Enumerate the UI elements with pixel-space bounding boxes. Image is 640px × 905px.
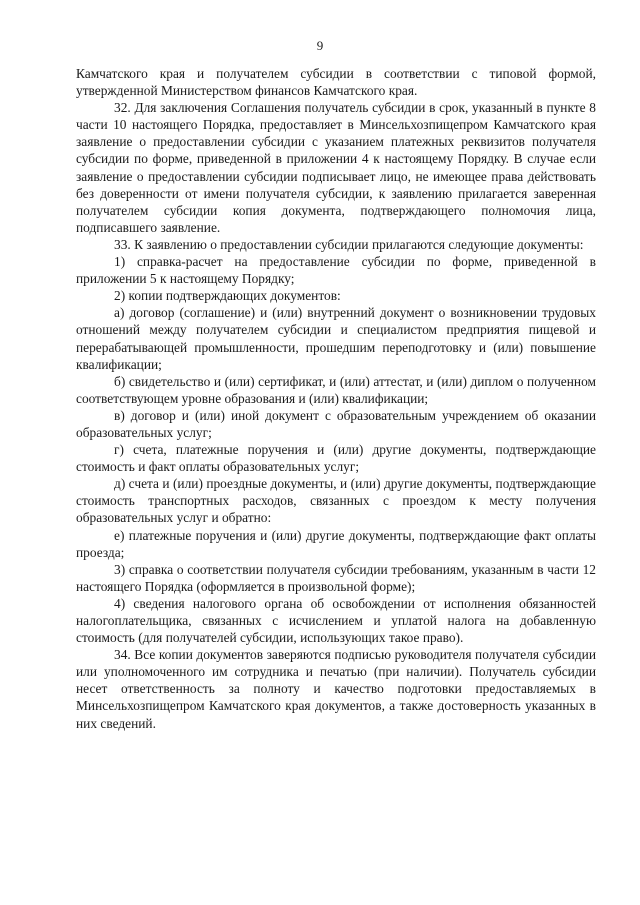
list-item-4: 4) сведения налогового органа об освобождении от исполнения обязанностей налогоплательщика, связанных с исчислением и уплатой налога на добавленную стоимость (для получателей субсидии, использующих такое право). [76, 595, 596, 646]
list-item-1: 1) справка-расчет на предоставление субсидии по форме, приведенной в приложении 5 к настоящему Порядку; [76, 254, 596, 287]
paragraph-32: 32. Для заключения Соглашения получатель субсидии в срок, указанный в пункте 8 части 10 настоящего Порядка, предоставляет в Минсельхозпищепром Камчатского края заявление о предоставлении субсидии с указанием платежных реквизитов получателя субсидии по форме, приведенной в приложении 4 к настоящему Порядку. В случае если заявление о предоставлении субсидии подписывает лицо, не имеющее права действовать без доверенности от имени получателя субсидии, к заявлению прилагается заверенная получателем субсидии копия документа, подтверждающего полномочия лица, подписавшего заявление. [76, 100, 596, 235]
list-subitem-b: б) свидетельство и (или) сертификат, и (или) аттестат, и (или) диплом о полученном соответствующем уровне образования и (или) квалификации; [76, 373, 596, 406]
paragraph-34: 34. Все копии документов заверяются подписью руководителя получателя субсидии или уполномоченного им сотрудника и печатью (при наличии). Получатель субсидии несет ответственность за полноту и качество подготовки предоставляемых в Минсельхозпищепром Камчатского края документов, а также достоверность указанных в них сведений. [76, 647, 596, 731]
paragraph-33: 33. К заявлению о предоставлении субсидии прилагаются следующие документы: [114, 236, 584, 252]
list-subitem-e: е) платежные поручения и (или) другие документы, подтверждающие факт оплаты проезда; [76, 527, 596, 560]
document-body [76, 65, 596, 732]
list-subitem-a: а) договор (соглашение) и (или) внутренний документ о возникновении трудовых отношений между получателем субсидии и специалистом предприятия пищевой и перерабатывающей промышленности, прошедшим переподготовку и (или) повышение квалификации; [76, 305, 596, 372]
paragraph-continuation: Камчатского края и получателем субсидии в соответствии с типовой формой, утвержденной Министерством финансов Камчатского края. [76, 66, 596, 99]
list-subitem-g: г) счета, платежные поручения и (или) другие документы, подтверждающие стоимость и факт оплаты образовательных услуг; [76, 442, 596, 475]
page-number: 9 [316, 38, 324, 53]
list-subitem-d: д) счета и (или) проездные документы, и (или) другие документы, подтверждающие стоимость транспортных расходов, связанных с проездом к месту получения образовательных услуг и обратно: [76, 476, 596, 526]
list-item-3: 3) справка о соответствии получателя субсидии требованиям, указанным в части 12 настоящего Порядка (оформляется в произвольной форме); [76, 561, 596, 594]
list-subitem-v: в) договор и (или) иной документ с образовательным учреждением об оказании образовательных услуг; [76, 407, 596, 440]
list-item-2: 2) копии подтверждающих документов: [114, 288, 341, 304]
